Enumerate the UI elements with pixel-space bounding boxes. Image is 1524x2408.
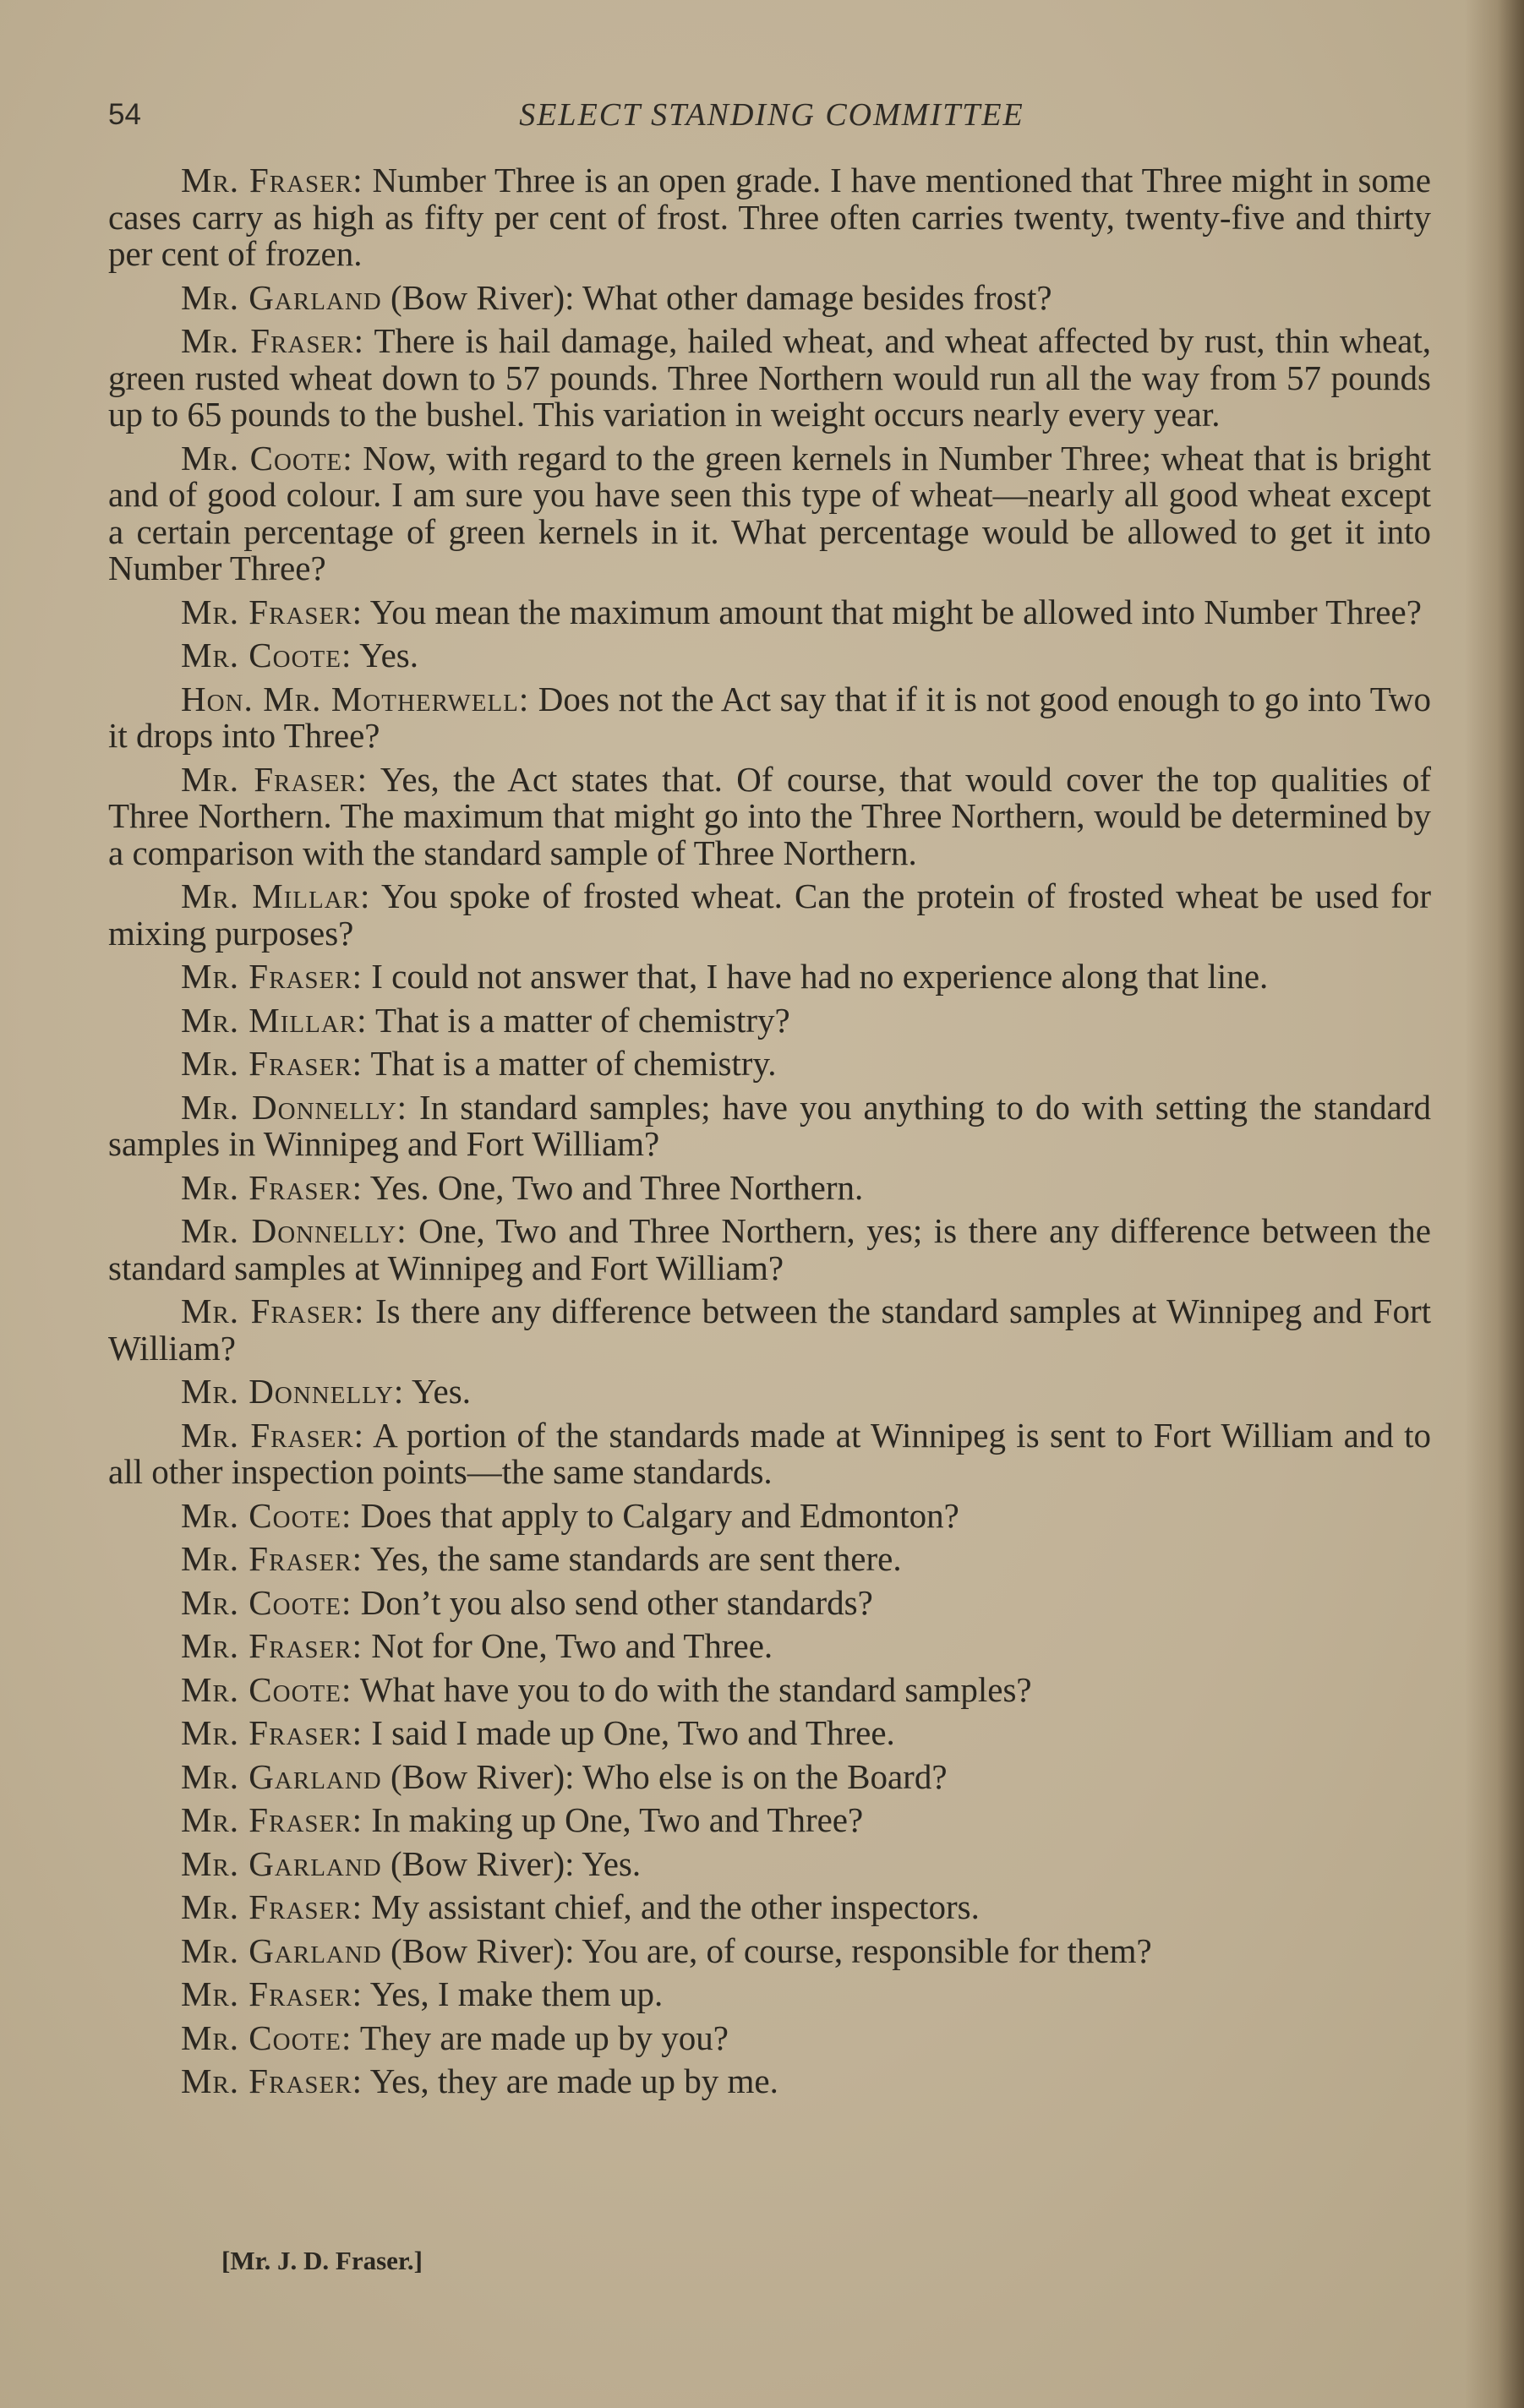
dialogue-paragraph [108, 1002, 1431, 1040]
dialogue-paragraph [108, 2063, 1431, 2100]
dialogue-paragraph [108, 1930, 1431, 1970]
speaker-name: Mr. Fraser: [181, 1167, 363, 1207]
speech-text: Yes. One, Two and Three Northern. [362, 1167, 864, 1207]
speaker-name: Mr. Fraser: [181, 321, 364, 360]
page-edge-shadow [1465, 0, 1524, 2408]
speaker-name: Mr. Millar: [181, 1000, 368, 1040]
speech-text: Yes, the Act states that. Of course, that would cover the top qualities of Three Northern. The maximum that might go into the Three Northern, would be determined by a comparison with the standard sample of Three Northern. [108, 759, 1431, 872]
dialogue-paragraph [108, 323, 1431, 434]
speech-text: (Bow River): Yes. [381, 1843, 642, 1883]
speaker-name: Mr. Fraser: [181, 1887, 363, 1926]
dialogue-paragraph [108, 958, 1431, 996]
speaker-name: Mr. Coote: [181, 1669, 352, 1709]
speaker-name: Mr. Fraser: [181, 161, 363, 199]
speaker-name: Mr. Millar: [181, 876, 371, 915]
dialogue-paragraph [108, 1373, 1431, 1411]
dialogue-paragraph [108, 1046, 1431, 1083]
speaker-name: Hon. Mr. Motherwell: [181, 679, 530, 718]
dialogue-paragraph [108, 1889, 1431, 1926]
speaker-name: Mr. Garland [181, 277, 382, 317]
speaker-attribution: [Mr. J. D. Fraser.] [221, 2246, 423, 2275]
dialogue-paragraph [108, 440, 1431, 587]
speech-text: Number Three is an open grade. I have mentioned that Three might in some cases carry as high as fifty per cent of frost. Three often carries twenty, twenty-five and thirty per cent of frozen. [108, 161, 1431, 273]
dialogue-paragraph [108, 1582, 1431, 1622]
dialogue-paragraph [108, 1756, 1431, 1796]
speech-text: That is a matter of chemistry? [367, 1000, 790, 1040]
speaker-name: Mr. Donnelly: [181, 1372, 405, 1411]
speaker-name: Mr. Garland [181, 1756, 382, 1796]
speech-text: Does that apply to Calgary and Edmonton? [352, 1495, 959, 1535]
speech-text: Yes, the same standards are sent there. [362, 1539, 902, 1578]
speech-text: In standard samples; have you anything to do with setting the standard samples in Winnipeg and Fort William? [108, 1087, 1432, 1163]
speech-text: A portion of the standards made at Winnipeg is sent to Fort William and to all other inspection points—the same standards. [108, 1415, 1431, 1491]
speaker-name: Mr. Fraser: [181, 2061, 363, 2100]
dialogue-paragraph [108, 1541, 1431, 1578]
speech-text: One, Two and Three Northern, yes; is there any difference between the standard samples at Winnipeg and Fort William? [108, 1211, 1431, 1287]
speech-text: Don’t you also send other standards? [352, 1582, 873, 1622]
dialogue-paragraph [108, 1715, 1431, 1752]
speaker-name: Mr. Fraser: [181, 759, 369, 799]
speech-text: Is there any difference between the standard samples at Winnipeg and Fort William? [108, 1291, 1432, 1368]
speech-text: I said I made up One, Two and Three. [362, 1713, 895, 1752]
speaker-name: Mr. Fraser: [181, 1713, 363, 1752]
dialogue-paragraph [108, 1669, 1431, 1709]
speaker-name: Mr. Coote: [181, 1582, 352, 1622]
speech-text: Yes. [404, 1372, 471, 1411]
speaker-name: Mr. Fraser: [181, 592, 363, 631]
speech-text: (Bow River): Who else is on the Board? [381, 1756, 948, 1796]
speech-text: There is hail damage, hailed wheat, and wheat affected by rust, thin wheat, green rusted wheat down to 57 pounds. Three Northern would run all the way from 57 pounds up to 65 pounds to the bushel. This variation in weight occurs nearly every year. [108, 321, 1431, 434]
speaker-name: Mr. Fraser: [181, 1539, 363, 1578]
dialogue-paragraph [108, 878, 1431, 952]
speech-text: Does not the Act say that if it is not good enough to go into Two it drops into Three? [108, 679, 1431, 755]
speech-text: They are made up by you? [352, 2018, 729, 2057]
speaker-name: Mr. Fraser: [181, 1800, 363, 1839]
speaker-name: Mr. Coote: [181, 636, 352, 674]
dialogue-paragraph [108, 637, 1431, 674]
dialogue-paragraph [108, 162, 1431, 273]
speech-text: Yes, they are made up by me. [362, 2061, 778, 2100]
speech-text: (Bow River): You are, of course, responsible for them? [381, 1930, 1152, 1970]
dialogue-paragraph [108, 277, 1431, 317]
dialogue-paragraph [108, 1293, 1431, 1367]
speaker-name: Mr. Coote: [181, 1495, 352, 1535]
page-number: 54 [108, 98, 141, 131]
speech-text: (Bow River): What other damage besides frost? [381, 277, 1052, 317]
speaker-name: Mr. Coote: [181, 2018, 352, 2057]
speaker-name: Mr. Fraser: [181, 1974, 363, 2013]
speaker-name: Mr. Coote: [181, 438, 353, 478]
speaker-name: Mr. Donnelly: [181, 1087, 408, 1127]
speaker-name: Mr. Donnelly: [181, 1211, 407, 1250]
speech-text: In making up One, Two and Three? [362, 1800, 864, 1839]
running-head: SELECT STANDING COMMITTEE [519, 97, 1024, 133]
speaker-name: Mr. Fraser: [181, 1415, 365, 1455]
speaker-name: Mr. Fraser: [181, 957, 363, 996]
speech-text: That is a matter of chemistry. [362, 1044, 777, 1083]
speaker-name: Mr. Garland [181, 1930, 382, 1970]
speech-text: Not for One, Two and Three. [362, 1626, 773, 1665]
speaker-name: Mr. Fraser: [181, 1044, 363, 1083]
dialogue-paragraph [108, 1628, 1431, 1665]
speech-text: My assistant chief, and the other inspectors. [362, 1887, 980, 1926]
speech-text: Now, with regard to the green kernels in Number Three; wheat that is bright and of good colour. I am sure you have seen this type of wheat—nearly all good wheat except a certain percentage of green kernels in it. What percentage would be allowed to get it into Number Three? [108, 438, 1431, 587]
speech-text: You mean the maximum amount that might be allowed into Number Three? [362, 592, 1422, 631]
dialogue-paragraph [108, 681, 1431, 755]
dialogue-paragraph [108, 594, 1431, 631]
speech-text: Yes, I make them up. [362, 1974, 664, 2013]
speech-text: You spoke of frosted wheat. Can the protein of frosted wheat be used for mixing purposes? [108, 876, 1431, 953]
dialogue-paragraph [108, 1089, 1431, 1163]
dialogue-paragraph [108, 1495, 1431, 1535]
speech-text: Yes. [352, 636, 418, 674]
dialogue-paragraph [108, 1976, 1431, 2013]
dialogue-paragraph [108, 2020, 1431, 2057]
speaker-name: Mr. Fraser: [181, 1291, 365, 1330]
transcript-body [108, 162, 1431, 2107]
speaker-name: Mr. Garland [181, 1843, 382, 1883]
page-header [108, 91, 1435, 142]
speech-text: I could not answer that, I have had no experience along that line. [362, 957, 1269, 996]
dialogue-paragraph [108, 1843, 1431, 1883]
speaker-name: Mr. Fraser: [181, 1626, 363, 1665]
dialogue-paragraph [108, 1167, 1431, 1207]
dialogue-paragraph [108, 759, 1431, 872]
speech-text: What have you to do with the standard samples? [352, 1669, 1032, 1709]
dialogue-paragraph [108, 1802, 1431, 1839]
dialogue-paragraph [108, 1417, 1431, 1491]
dialogue-paragraph [108, 1213, 1431, 1286]
